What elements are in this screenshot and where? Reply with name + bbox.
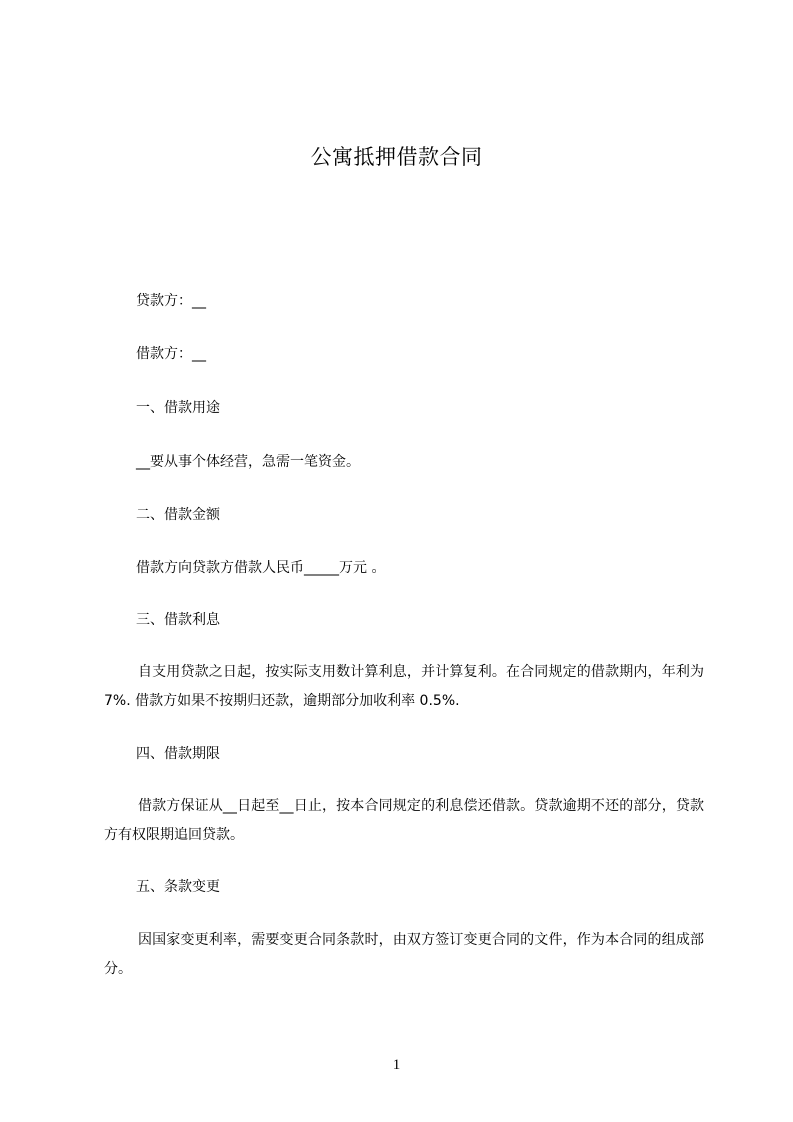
section-heading-change: 五、条款变更	[136, 879, 220, 895]
section-heading-amount: 二、借款金额	[136, 507, 220, 523]
section-heading-term: 四、借款期限	[136, 746, 220, 762]
section-heading-interest: 三、借款利息	[136, 612, 220, 628]
section-body-term: 借款方保证从__日起至__日止，按本合同规定的利息偿还借款。贷款逾期不还的部分，贷款方有权限期追回贷款。	[104, 798, 704, 843]
lender-line: 贷款方：__	[136, 293, 206, 309]
section-body-change: 因国家变更利率，需要变更合同条款时，由双方签订变更合同的文件，作为本合同的组成部分。	[104, 932, 704, 977]
page-number: 1	[392, 1057, 401, 1073]
borrower-line: 借款方：__	[136, 346, 206, 362]
section-body-amount: 借款方向贷款方借款人民币_____万元 。	[136, 560, 386, 576]
document-title: 公寓抵押借款合同	[310, 145, 483, 169]
section-body-interest: 自支用贷款之日起，按实际支用数计算利息，并计算复利。在合同规定的借款期内，年利为 7%. 借款方如果不按期归还款，逾期部分加收利率 0.5%.	[104, 664, 704, 709]
section-heading-purpose: 一、借款用途	[136, 400, 220, 416]
section-body-purpose: __要从事个体经营，急需一笔资金。	[136, 454, 360, 470]
